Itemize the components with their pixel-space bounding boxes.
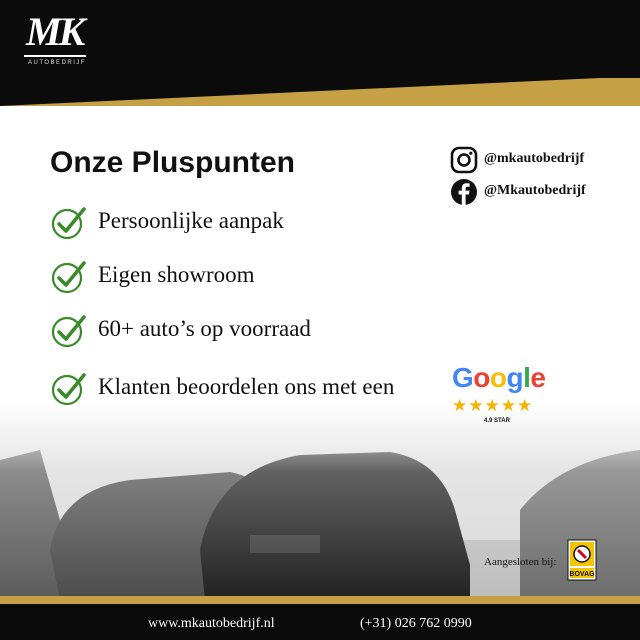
svg-text:BOVAG: BOVAG bbox=[569, 571, 595, 578]
google-rating-label: 4.9 STAR bbox=[484, 418, 510, 424]
pluspunt-label: 60+ auto’s op voorraad bbox=[98, 316, 311, 341]
star-rating-icon: ★★★★★ bbox=[452, 396, 534, 415]
logo-underline bbox=[24, 55, 86, 57]
logo-text: MK bbox=[26, 9, 83, 54]
website-link[interactable]: www.mkautobedrijf.nl bbox=[148, 616, 275, 631]
header-bar bbox=[0, 0, 640, 78]
instagram-label: @mkautobedrijf bbox=[484, 151, 585, 166]
facebook-icon bbox=[450, 178, 478, 206]
google-rating bbox=[450, 362, 550, 432]
pluspunt-label: Klanten beoordelen ons met een bbox=[98, 374, 395, 399]
pluspunt-label: Eigen showroom bbox=[98, 262, 255, 287]
bovag-badge-icon bbox=[568, 540, 596, 580]
membership-label: Aangesloten bij: bbox=[484, 556, 557, 568]
google-wordmark: Google bbox=[452, 362, 546, 393]
page-title: Onze Pluspunten bbox=[50, 146, 296, 179]
pluspunt-label: Persoonlijke aanpak bbox=[98, 208, 284, 233]
logo-subtitle: AUTOBEDRIJF bbox=[28, 60, 87, 66]
check-circle-icon bbox=[50, 204, 88, 242]
phone-number[interactable]: (+31) 026 762 0990 bbox=[360, 616, 472, 631]
check-circle-icon bbox=[50, 312, 88, 350]
check-circle-icon bbox=[50, 258, 88, 296]
facebook-label: @Mkautobedrijf bbox=[484, 183, 586, 198]
instagram-icon bbox=[450, 146, 478, 174]
mk-logo bbox=[22, 8, 92, 68]
footer-bar bbox=[0, 604, 640, 640]
check-circle-icon bbox=[50, 370, 88, 408]
top-gold-band bbox=[0, 78, 640, 106]
